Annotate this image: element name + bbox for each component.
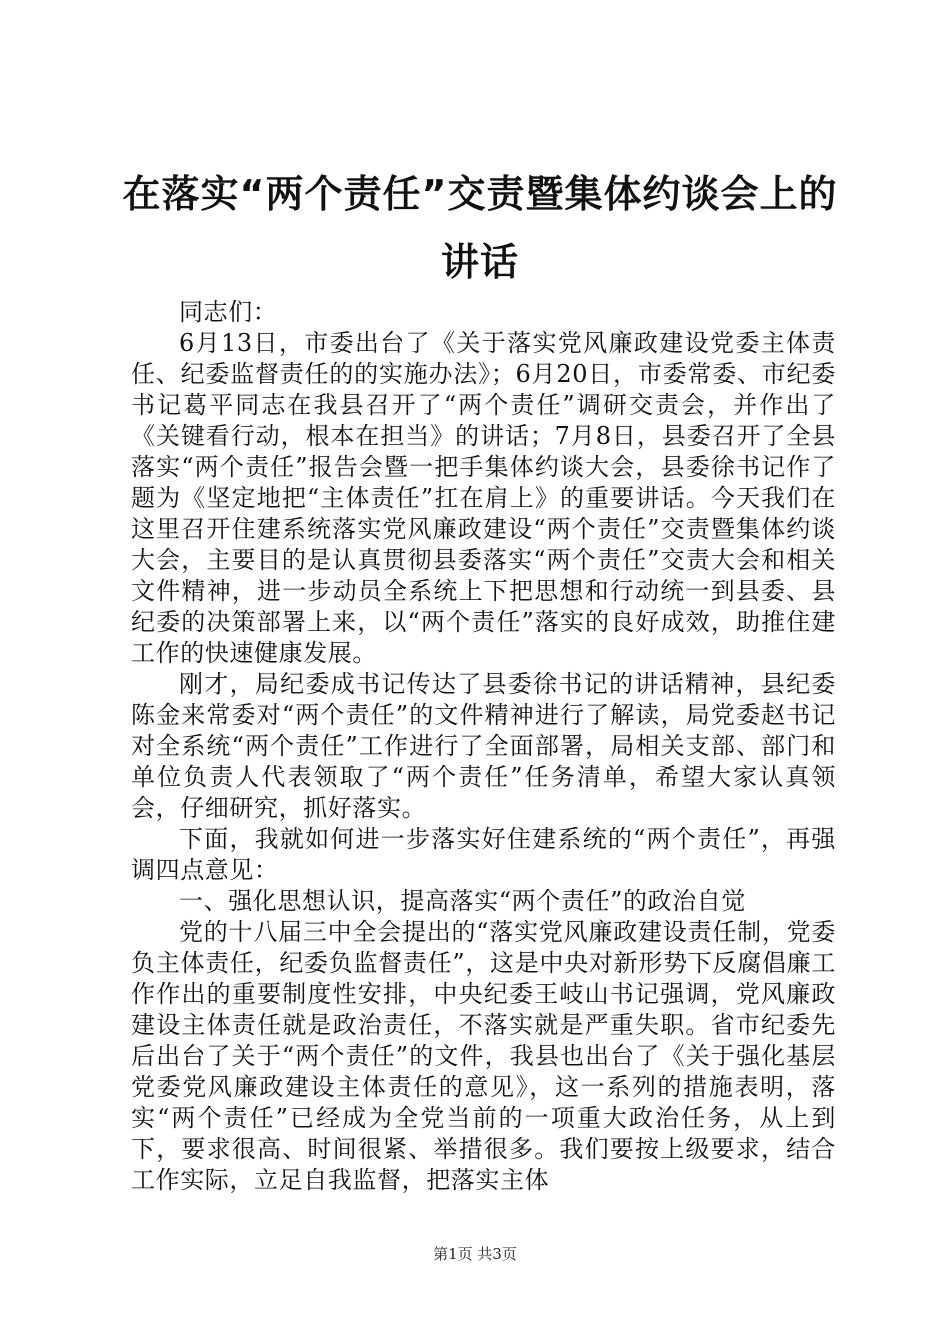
document-body bbox=[131, 297, 836, 1196]
body-paragraph: 下面，我就如何进一步落实好住建系统的“两个责任”，再强调四点意见： bbox=[131, 825, 836, 884]
body-paragraph: 刚才，局纪委成书记传达了县委徐书记的讲话精神，县纪委陈金来常委对“两个责任”的文件精神进行了解读，局党委赵书记对全系统“两个责任”工作进行了全面部署，局相关支部、部门和单位负责人代表领取了“两个责任”任务清单，希望大家认真领会，仔细研究，抓好落实。 bbox=[131, 670, 836, 822]
page-number-footer: 第1页 共3页 bbox=[433, 1245, 517, 1263]
salutation-paragraph: 同志们： bbox=[179, 298, 278, 326]
body-paragraph: 党的十八届三中全会提出的“落实党风廉政建设责任制，党委负主体责任，纪委负监督责任”，这是中央对新形势下反腐倡廉工作作出的重要制度性安排，中央纪委王岐山书记强调，党风廉政建设主体责任就是政治责任，不落实就是严重失职。省市纪委先后出台了关于“两个责任”的文件，我县也出台了《关于强化基层党委党风廉政建设主体责任的意见》，这一系列的措施表明，落实“两个责任”已经成为全党当前的一项重大政治任务，从上到下，要求很高、时间很紧、举措很多。我们要按上级要求，结合工作实际，立足自我监督，把落实主体 bbox=[131, 918, 836, 1194]
document-title: 在落实“两个责任”交责暨集体约谈会上的讲话 bbox=[122, 172, 838, 284]
body-paragraph: 6月13日，市委出台了《关于落实党风廉政建设党委主体责任、纪委监督责任的的实施办法》；6月20日，市委常委、市纪委书记葛平同志在我县召开了“两个责任”调研交责会，并作出了《关键看行动，根本在担当》的讲话；7月8日，县委召开了全县落实“两个责任”报告会暨一把手集体约谈大会，县委徐书记作了题为《坚定地把“主体责任”扛在肩上》的重要讲话。今天我们在这里召开住建系统落实党风廉政建设“两个责任”交责暨集体约谈大会，主要目的是认真贯彻县委落实“两个责任”交责大会和相关文件精神，进一步动员全系统上下把思想和行动统一到县委、县纪委的决策部署上来，以“两个责任”落实的良好成效，助推住建工作的快速健康发展。 bbox=[131, 329, 836, 667]
section-heading: 一、强化思想认识，提高落实“两个责任”的政治自觉 bbox=[179, 887, 746, 915]
